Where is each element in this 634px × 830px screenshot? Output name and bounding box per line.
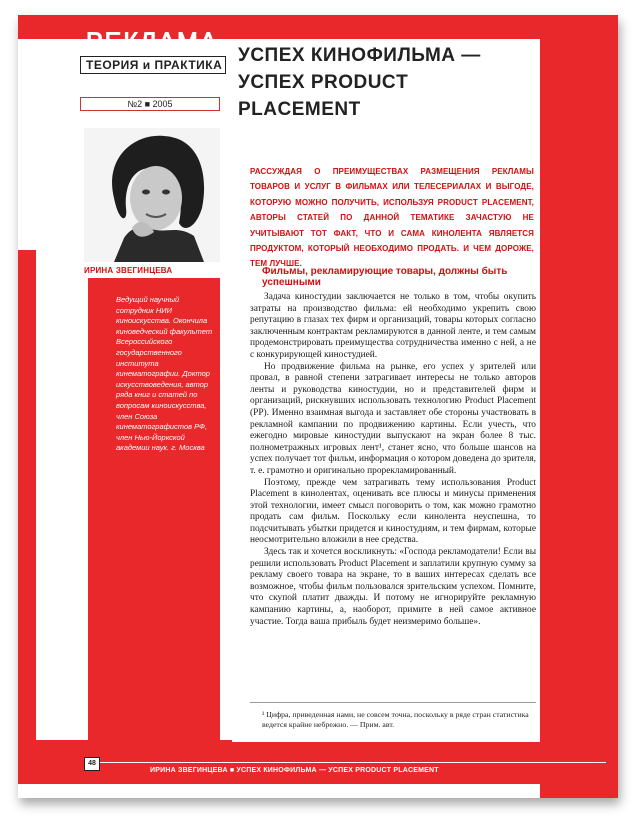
magazine-logo	[80, 26, 226, 84]
paragraph-2: Но продвижение фильма на рынке, его успех у зрителей или провал, в равной степени затрагивает интересы не только авторов ленты и руководства киностудии, но и представителей фирм и организаций, рискнувших использовать технологию Product Placement (PP). Именно взаимная выгода и заставляет обе стороны участвовать в рекламной кампании по продвижению картины. Если учесть, что ежегодно мировые киностудии выпускают на экран более 8 тыс. полнометражных игровых лент¹, станет ясно, что больше шансов на успех получает тот фильм, информация о котором доведена до зрителя, т. е. грамотно и оригинально прорекламированный.	[250, 361, 536, 476]
article-title: УСПЕХ КИНОФИЛЬМА — УСПЕХ PRODUCT PLACEMENT	[238, 45, 481, 120]
paragraph-3: Поэтому, прежде чем затрагивать тему использования Product Placement в кинолентах, оценивать все плюсы и минусы применения этой технологии, имеет смысл поговорить о том, как можно грамотно продать сам фильм. Поскольку если кинолента неуспешна, то подсчитывать убытки придется и киностудиям, и тем фирмам, которые неосмотрительно вложили в нее средства.	[250, 477, 536, 546]
logo-title: РЕКЛАМА	[86, 28, 219, 56]
running-head: ИРИНА ЗВЕГИНЦЕВА ■ УСПЕХ КИНОФИЛЬМА — УСПЕХ PRODUCT PLACEMENT	[150, 767, 439, 774]
logo-subtitle: ТЕОРИЯ и ПРАКТИКА	[86, 58, 223, 72]
footnote: ¹ Цифра, приведенная нами, не совсем точна, поскольку в ряде стран статистика ведется крайне небрежно. — Прим. авт.	[262, 710, 529, 729]
author-portrait-icon	[84, 128, 220, 262]
issue-number: №2 ■ 2005	[80, 97, 220, 111]
footnote-divider	[250, 702, 536, 703]
red-band-right	[540, 15, 618, 798]
author-bio: Ведущий научный сотрудник НИИ киноискусства. Окончила киноведческий факультет Всероссийского государственного института кинематографии. Доктор искусствоведения, автор ряда книг и статей по вопросам киноискусства, член Союза кинематографистов РФ, член Нью-Йоркской академии наук. г. Москва	[116, 295, 213, 453]
article-body	[250, 292, 536, 628]
author-name: ИРИНА ЗВЕГИНЦЕВА	[84, 266, 173, 275]
red-band-left	[18, 250, 36, 750]
footer-divider	[96, 762, 606, 763]
author-photo	[84, 128, 220, 262]
page-number: 48	[84, 757, 100, 771]
section-heading: Фильмы, рекламирующие товары, должны быть успешными	[262, 266, 508, 288]
paragraph-4: Здесь так и хочется воскликнуть: «Господа рекламодатели! Если вы решили использовать Product Placement и заплатили крупную сумму за рекламу своего товара на экране, то в ваших интересах сделать все возможное, чтобы фильм пользовался зрительским успехом. Помните, что скупой платит дважды. И потому не игнорируйте рекламную кампанию картины, а, наоборот, примите в ней самое активное участие. Тогда ваша прибыль будет неизмеримо больше».	[250, 547, 536, 627]
paragraph-1: Задача киностудии заключается не только в том, чтобы окупить затраты на производство фильма: ей необходимо укрепить свою репутацию в глазах тех фирм и организаций, товары которых согласно заключенным контрактам рекламируются в данной ленте, и тем самым продемонстрировать преимущества сотрудничества именно с ней, а не с конкурирующей киностудией.	[250, 292, 536, 360]
article-lead: РАССУЖДАЯ О ПРЕИМУЩЕСТВАХ РАЗМЕЩЕНИЯ РЕКЛАМЫ ТОВАРОВ И УСЛУГ В ФИЛЬМАХ ИЛИ ТЕЛЕСЕРИАЛАХ И ВЫГОДЕ, КОТОРУЮ МОЖНО ПОЛУЧИТЬ, ИСПОЛЬЗУЯ PRODUCT PLACEMENT, АВТОРЫ СТАТЕЙ ПО ДАННОЙ ТЕМАТИКЕ ЗАЧАСТУЮ НЕ УЧИТЫВАЮТ ТОТ ФАКТ, ЧТО И САМА КИНОЛЕНТА ЯВЛЯЕТСЯ ПРОДУКТОМ, КОТОРЫЙ НЕОБХОДИМО ПРОДАТЬ. И ЧЕМ ДОРОЖЕ, ТЕМ ЛУЧШЕ.	[250, 167, 534, 269]
